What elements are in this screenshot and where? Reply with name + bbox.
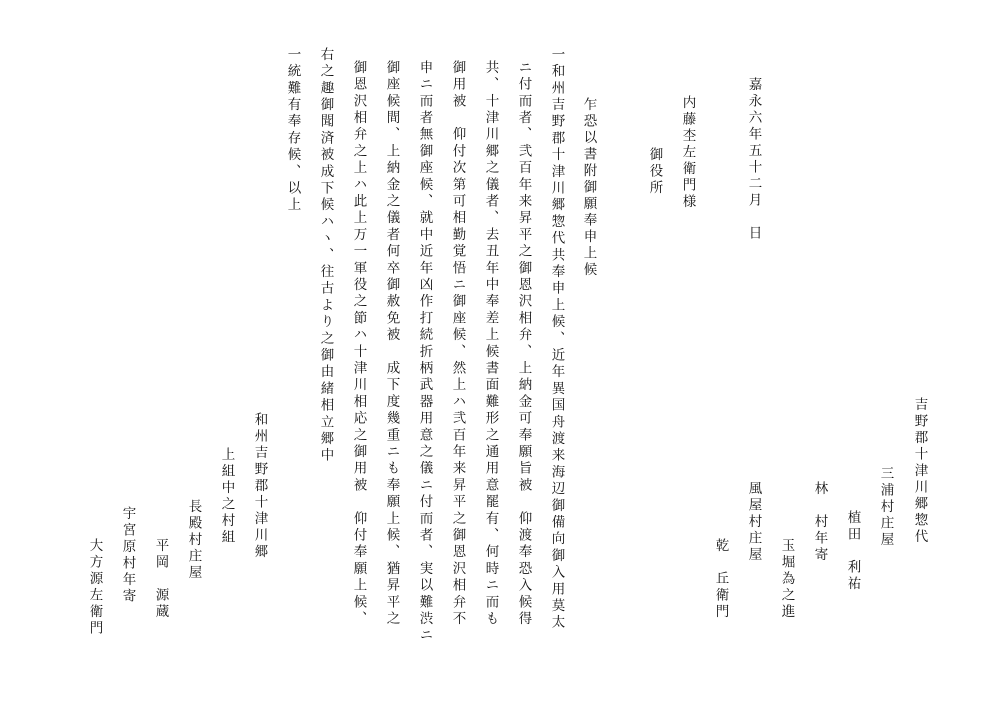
sender-village-3: 風屋村庄屋 [745,481,762,564]
footer-region: 和州吉野郡十津川郷 [251,412,268,561]
sender-person-3: 乾 丘衛門 [712,538,729,621]
addressee-name: 内藤杢左衛門様 [679,95,696,211]
sender-person-2: 玉堀為之進 [778,538,795,621]
body-line-1: 一和州吉野郡十津川郷惣代共奉申上候、近年異国舟渡来海辺御備向御入用莫太 [548,47,565,632]
body-line-7: 御恩沢相弁之上ハ此上万一軍役之節ハ十津川相応之御用被 仰付奉願上候、 [350,60,367,628]
footer-village-1: 長殿村庄屋 [185,499,202,582]
footer-person-2: 大方源左衛門 [86,538,103,637]
footer-person-1: 平岡 源蔵 [152,538,169,621]
sender-title-2: 林 村年寄 [811,481,828,564]
sender-person-1: 植田 利祐 [844,510,861,593]
body-line-6: 御座候間、上納金之儀者何卒御赦免被 成下度幾重ニも奉願上候、猶昇平之 [383,60,400,628]
body-line-9: 一統難有奉存候、以上 [284,47,301,214]
body-line-4: 御用被 仰付次第可相勤覚悟ニ御座候、然上ハ弐百年来昇平之御恩沢相弁不 [449,60,466,628]
body-line-3: 共、十津川郷之儀者、去丑年中奉差上候書面難形之通用意罷有、何時ニ而も [482,60,499,628]
sender-village-1: 三浦村庄屋 [877,466,894,549]
body-line-2: ニ付而者、弐百年来昇平之御恩沢相弁、上納金可奉願旨被 仰渡奉恐入候得 [515,60,532,628]
footer-group: 上組中之村組 [218,447,235,546]
footer-village-2: 宇宮原村年寄 [119,506,136,605]
document-heading: 乍恐以書附御願奉申上候 [580,97,597,279]
addressee-office: 御役所 [646,147,663,197]
document-date: 嘉永六年五十二月 日 [745,77,762,242]
sender-title: 吉野郡十津川郷惣代 [911,397,928,546]
body-line-5: 申ニ而者無御座候、就中近年凶作打続折柄武器用意之儀ニ付而者、実以難渋ニ [416,60,433,645]
body-line-8: 右之趣御聞済被成下候ハヽ、往古より之御由緒相立郷中 [317,47,334,465]
